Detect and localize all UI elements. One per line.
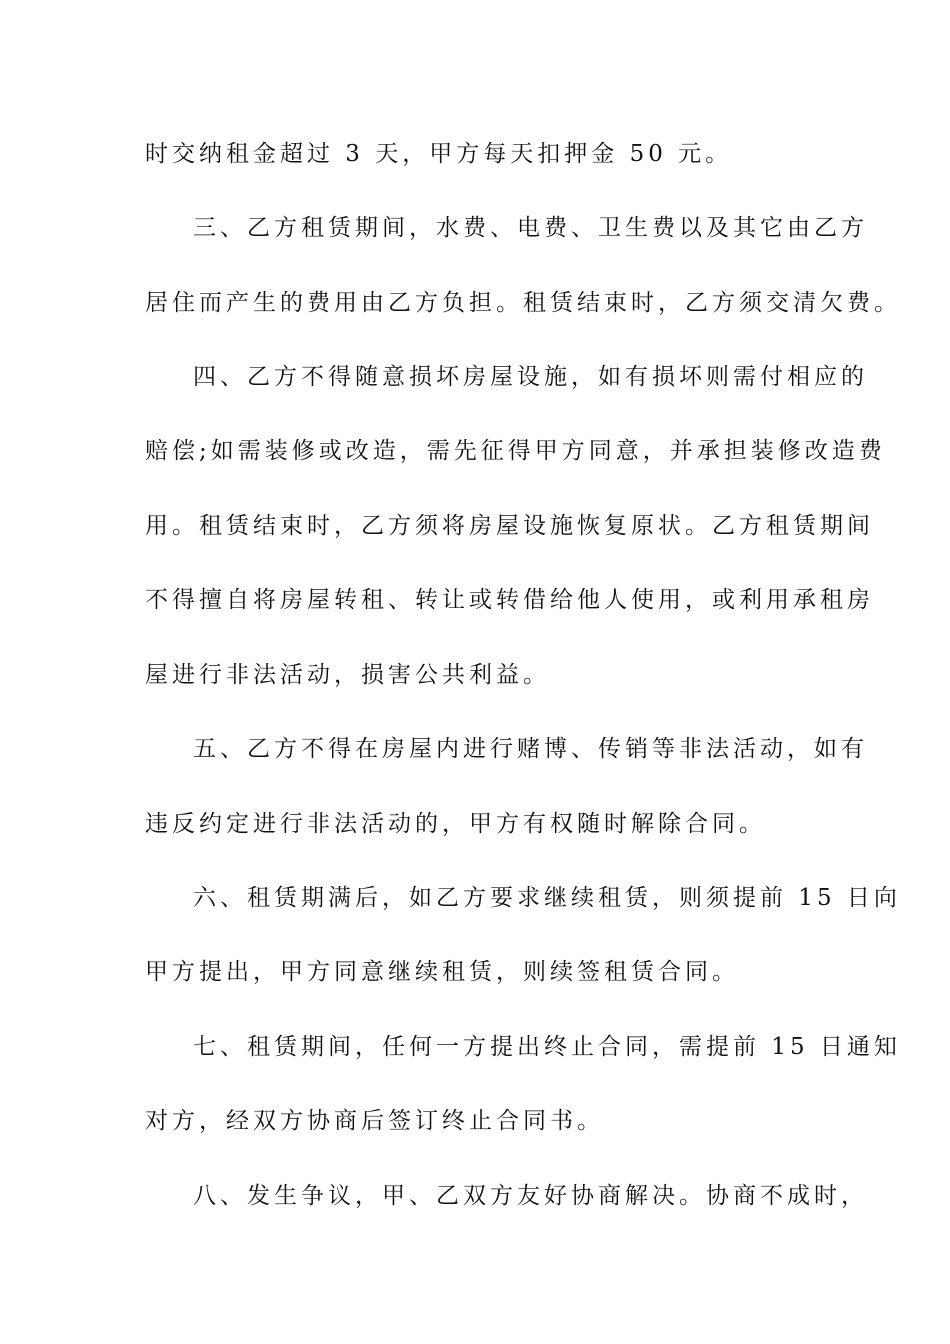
clause-3-line-1: 三、乙方租赁期间，水费、电费、卫生费以及其它由乙方 bbox=[193, 215, 868, 241]
clause-3-line-2: 居住而产生的费用由乙方负担。租赁结束时，乙方须交清欠费。 bbox=[145, 290, 901, 316]
clause-7-line-2: 对方，经双方协商后签订终止合同书。 bbox=[145, 1108, 604, 1134]
text-line-1: 时交纳租金超过 3 天，甲方每天扣押金 50 元。 bbox=[145, 141, 733, 167]
clause-4-line-2: 赔偿;如需装修或改造，需先征得甲方同意，并承担装修改造费 bbox=[145, 438, 886, 464]
clause-6-line-2: 甲方提出，甲方同意继续租赁，则续签租赁合同。 bbox=[145, 959, 739, 985]
clause-4-line-4: 不得擅自将房屋转租、转让或转借给他人使用，或利用承租房 bbox=[145, 587, 874, 613]
clause-6-line-1: 六、租赁期满后，如乙方要求继续租赁，则须提前 15 日向 bbox=[193, 885, 901, 911]
clause-4-line-1: 四、乙方不得随意损坏房屋设施，如有损坏则需付相应的 bbox=[193, 364, 868, 390]
clause-5-line-2: 违反约定进行非法活动的，甲方有权随时解除合同。 bbox=[145, 811, 766, 837]
clause-8-line-1: 八、发生争议，甲、乙双方友好协商解决。协商不成时， bbox=[193, 1183, 868, 1209]
clause-4-line-3: 用。租赁结束时，乙方须将房屋设施恢复原状。乙方租赁期间 bbox=[145, 513, 874, 539]
clause-5-line-1: 五、乙方不得在房屋内进行赌博、传销等非法活动，如有 bbox=[193, 736, 868, 762]
clause-7-line-1: 七、租赁期间，任何一方提出终止合同，需提前 15 日通知 bbox=[193, 1034, 901, 1060]
clause-4-line-5: 屋进行非法活动，损害公共利益。 bbox=[145, 662, 550, 688]
